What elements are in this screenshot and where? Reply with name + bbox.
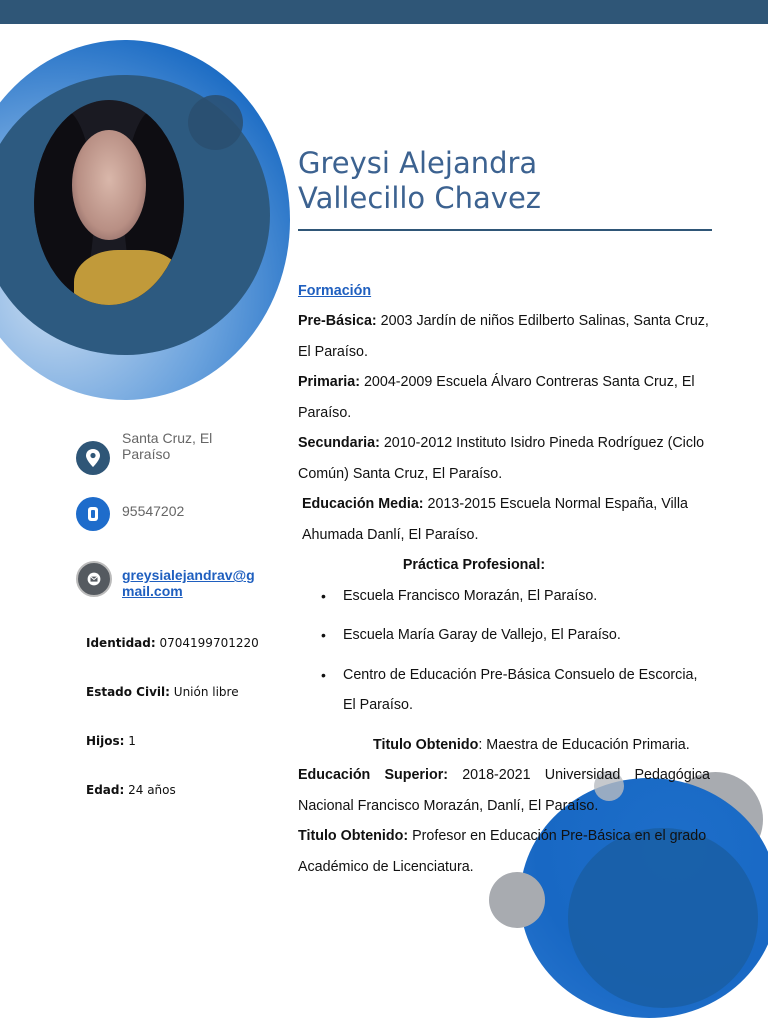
children-value: 1: [128, 734, 136, 748]
name-line-2: Vallecillo Chavez: [298, 181, 542, 215]
location-text: Santa Cruz, El Paraíso: [122, 430, 213, 462]
prebasic-text: 2003 Jardín de niños Edilberto Salinas, Santa Cruz, El Paraíso.: [298, 313, 709, 360]
secondary-entry: [298, 428, 710, 489]
primary-entry: [298, 367, 710, 428]
civil-status-label: Estado Civil:: [86, 685, 170, 699]
name-line-1: Greysi Alejandra: [298, 146, 538, 180]
prebasic-entry: [298, 306, 710, 367]
top-bar: [0, 0, 768, 24]
location-pin-icon: [76, 441, 110, 475]
education-heading: Formación: [298, 283, 372, 299]
list-item: • Escuela Francisco Morazán, El Paraíso.: [343, 581, 710, 612]
title-obtained-1-label: Titulo Obtenido: [373, 736, 479, 753]
title-obtained-2-text: Profesor en Educación Pre-Básica en el grado Académico de Licenciatura.: [298, 828, 707, 875]
practice-heading: [298, 550, 710, 581]
education-section: [298, 276, 710, 882]
age-value: 24 años: [128, 783, 176, 797]
superior-entry: [298, 760, 710, 821]
superior-text: 2018-2021 Universidad Pedagógica Nacional Francisco Morazán, Danlí, El Paraíso.: [298, 767, 710, 814]
prebasic-label: Pre-Básica:: [298, 313, 377, 329]
identity-value: 0704199701220: [159, 636, 259, 650]
age-label: Edad:: [86, 783, 125, 797]
media-label: Educación Media:: [302, 496, 424, 512]
primary-text: 2004-2009 Escuela Álvaro Contreras Santa Cruz, El Paraíso.: [298, 374, 695, 421]
secondary-label: Secundaria:: [298, 435, 380, 451]
decorative-circle-small: [188, 95, 243, 150]
identity-row: [86, 636, 259, 650]
phone-text: 95547202: [122, 503, 185, 519]
title-obtained-1: [298, 730, 710, 761]
children-row: [86, 734, 136, 748]
primary-label: Primaria:: [298, 374, 360, 390]
practice-heading-text: Práctica Profesional:: [402, 557, 546, 573]
superior-label: Educación Superior:: [298, 767, 449, 783]
title-obtained-2: [298, 821, 710, 882]
practice-list: [298, 581, 710, 721]
children-label: Hijos:: [86, 734, 125, 748]
email-link[interactable]: greysialejandrav@gmail.com: [122, 567, 255, 599]
media-entry: [298, 489, 710, 550]
candidate-name: [298, 146, 541, 216]
list-item: • Centro de Educación Pre-Básica Consuelo de Escorcia, El Paraíso.: [343, 660, 710, 721]
secondary-text: 2010-2012 Instituto Isidro Pineda Rodríguez (Ciclo Común) Santa Cruz, El Paraíso.: [298, 435, 705, 482]
age-row: [86, 783, 176, 797]
name-underline: [298, 229, 712, 231]
identity-label: Identidad:: [86, 636, 156, 650]
civil-status-value: Unión libre: [173, 685, 239, 699]
phone-icon: [76, 497, 110, 531]
list-item: • Escuela María Garay de Vallejo, El Paraíso.: [343, 620, 710, 651]
title-obtained-1-text: : Maestra de Educación Primaria.: [478, 736, 690, 753]
media-text: 2013-2015 Escuela Normal España, Villa Ahumada Danlí, El Paraíso.: [302, 496, 688, 543]
profile-photo: [34, 100, 184, 305]
envelope-icon: [76, 561, 112, 597]
title-obtained-2-label: Titulo Obtenido:: [298, 828, 409, 844]
civil-status-row: [86, 685, 239, 699]
